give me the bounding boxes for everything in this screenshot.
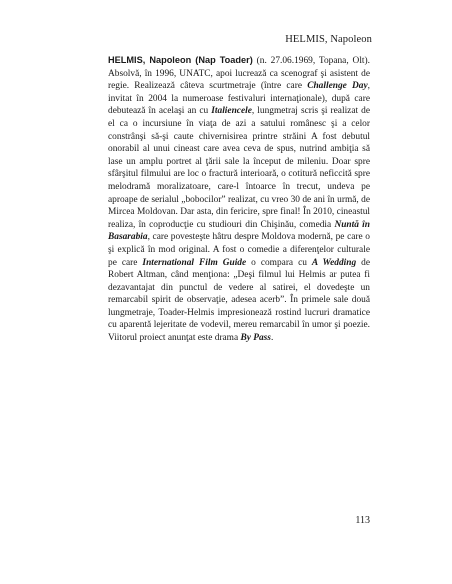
entry-headword: HELMIS, Napoleon (Nap Toader) (108, 55, 253, 65)
dictionary-entry (108, 54, 370, 345)
entry-body (108, 69, 370, 343)
entry-text: , care povesteşte hâtru despre Moldova modernă, pe care o şi explică în mod original. A fost o comedie a diferenţelor culturale pe care (108, 232, 370, 268)
page-number: 113 (355, 515, 370, 526)
entry-text: , lungmetraj scris şi realizat de el ca o incursiune în viaţa de azi a satului românesc şi a celor constrânşi să-şi caute chivernisirea printre străini A fost debutul onorabil al unui cineast care avea ceva de spus, nutrind ambiţia să lase un amplu portret al ţării sale la început de mileniu. Doar spre sfârşitul filmului are loc o fractură interioară, o cotitură neficcită spre melodramă moralizatoare, care-l întoarce în trecut, undeva pe aproape de serialul „bobocilor” realizat, cu vreo 30 de ani în urmă, de Mircea Moldovan. Dar asta, din fericire, spre final! În 2010, cineastul realiza, în coproducţie cu studiouri din Chişinău, comedia (108, 106, 371, 230)
entry-text: o compara cu (246, 257, 312, 268)
running-head: HELMIS, Napoleon (285, 34, 372, 45)
work-title: International Film Guide (142, 257, 247, 268)
work-title: By Pass (240, 333, 271, 344)
entry-text: . (270, 333, 274, 344)
work-title: Nuntă în Basarabia (108, 219, 370, 243)
entry-paragraph (108, 54, 370, 345)
entry-text: de Robert Altman, când menţiona: „Deşi filmul lui Helmis ar putea fi dezavantajat din punctul de vedere al satirei, el dovedeşte un remarcabil spirit de observaţie, adesea acerb”. În primele sale două lungmetraje, Toader-Helmis impresionează rostind lucruri dramatice cu aparentă lejeritate de vodevil, mereu remarcabil în umor şi poezie. Viitorul proiect anunţat este drama (108, 257, 370, 344)
work-title: Challenge Day (307, 81, 368, 92)
work-title: A Wedding (311, 257, 357, 268)
entry-text: Absolvă, în 1996, UNATC, apoi lucrează ca scenograf şi asistent de regie. Realizează câteva scurtmetraje (între care (108, 68, 370, 92)
entry-birth-info: (n. 27.06.1969, Topana, Olt). (252, 56, 370, 66)
entry-text: , invitat în 2004 la numeroase festivaluri internaţionale), după care debutează în acelaşi an cu (108, 81, 370, 117)
work-title: Italiencele (211, 106, 252, 117)
